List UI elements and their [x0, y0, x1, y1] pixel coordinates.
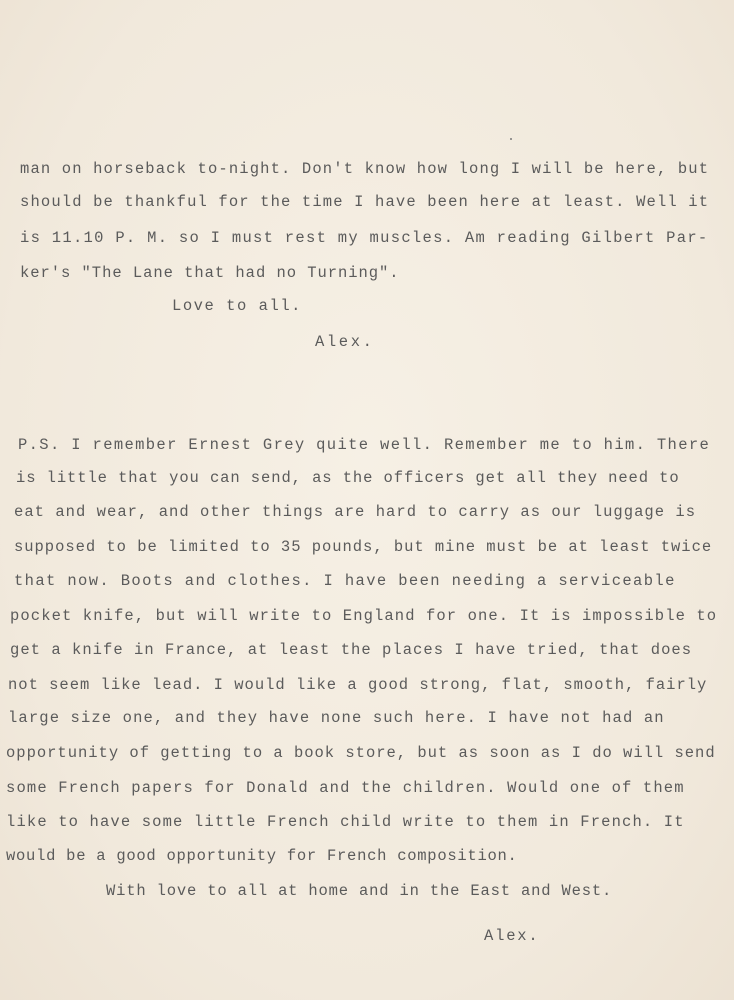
- ps-line: some French papers for Donald and the children. Would one of them: [6, 779, 685, 797]
- letter-line: ker's "The Lane that had no Turning".: [20, 264, 400, 282]
- ps-line: that now. Boots and clothes. I have been needing a serviceable: [14, 572, 676, 590]
- paper-speck: [510, 138, 512, 140]
- ps-line: eat and wear, and other things are hard to carry as our luggage is: [14, 503, 697, 521]
- ps-line: pocket knife, but will write to England for one. It is impossible to: [10, 607, 718, 625]
- closing-love: Love to all.: [172, 297, 303, 315]
- ps-line: opportunity of getting to a book store, but as soon as I do will send: [6, 744, 716, 762]
- ps-line: would be a good opportunity for French composition.: [6, 847, 518, 865]
- ps-line: not seem like lead. I would like a good strong, flat, smooth, fairly: [8, 676, 708, 694]
- letter-line: man on horseback to-night. Don't know how long I will be here, but: [20, 160, 710, 178]
- letter-line: should be thankful for the time I have been here at least. Well it: [20, 193, 710, 211]
- ps-line: like to have some little French child write to them in French. It: [6, 813, 685, 831]
- closing-love-all: With love to all at home and in the East and West.: [106, 882, 613, 900]
- ps-line: P.S. I remember Ernest Grey quite well. Remember me to him. There: [18, 436, 711, 454]
- ps-line: is little that you can send, as the officers get all they need to: [16, 469, 680, 487]
- signature: Alex.: [315, 333, 375, 351]
- ps-line: get a knife in France, at least the places I have tried, that does: [10, 641, 693, 659]
- ps-line: large size one, and they have none such here. I have not had an: [8, 709, 665, 727]
- signature: Alex.: [484, 927, 540, 945]
- letter-line: is 11.10 P. M. so I must rest my muscles. Am reading Gilbert Par-: [20, 229, 709, 247]
- ps-line: supposed to be limited to 35 pounds, but mine must be at least twice: [14, 538, 713, 556]
